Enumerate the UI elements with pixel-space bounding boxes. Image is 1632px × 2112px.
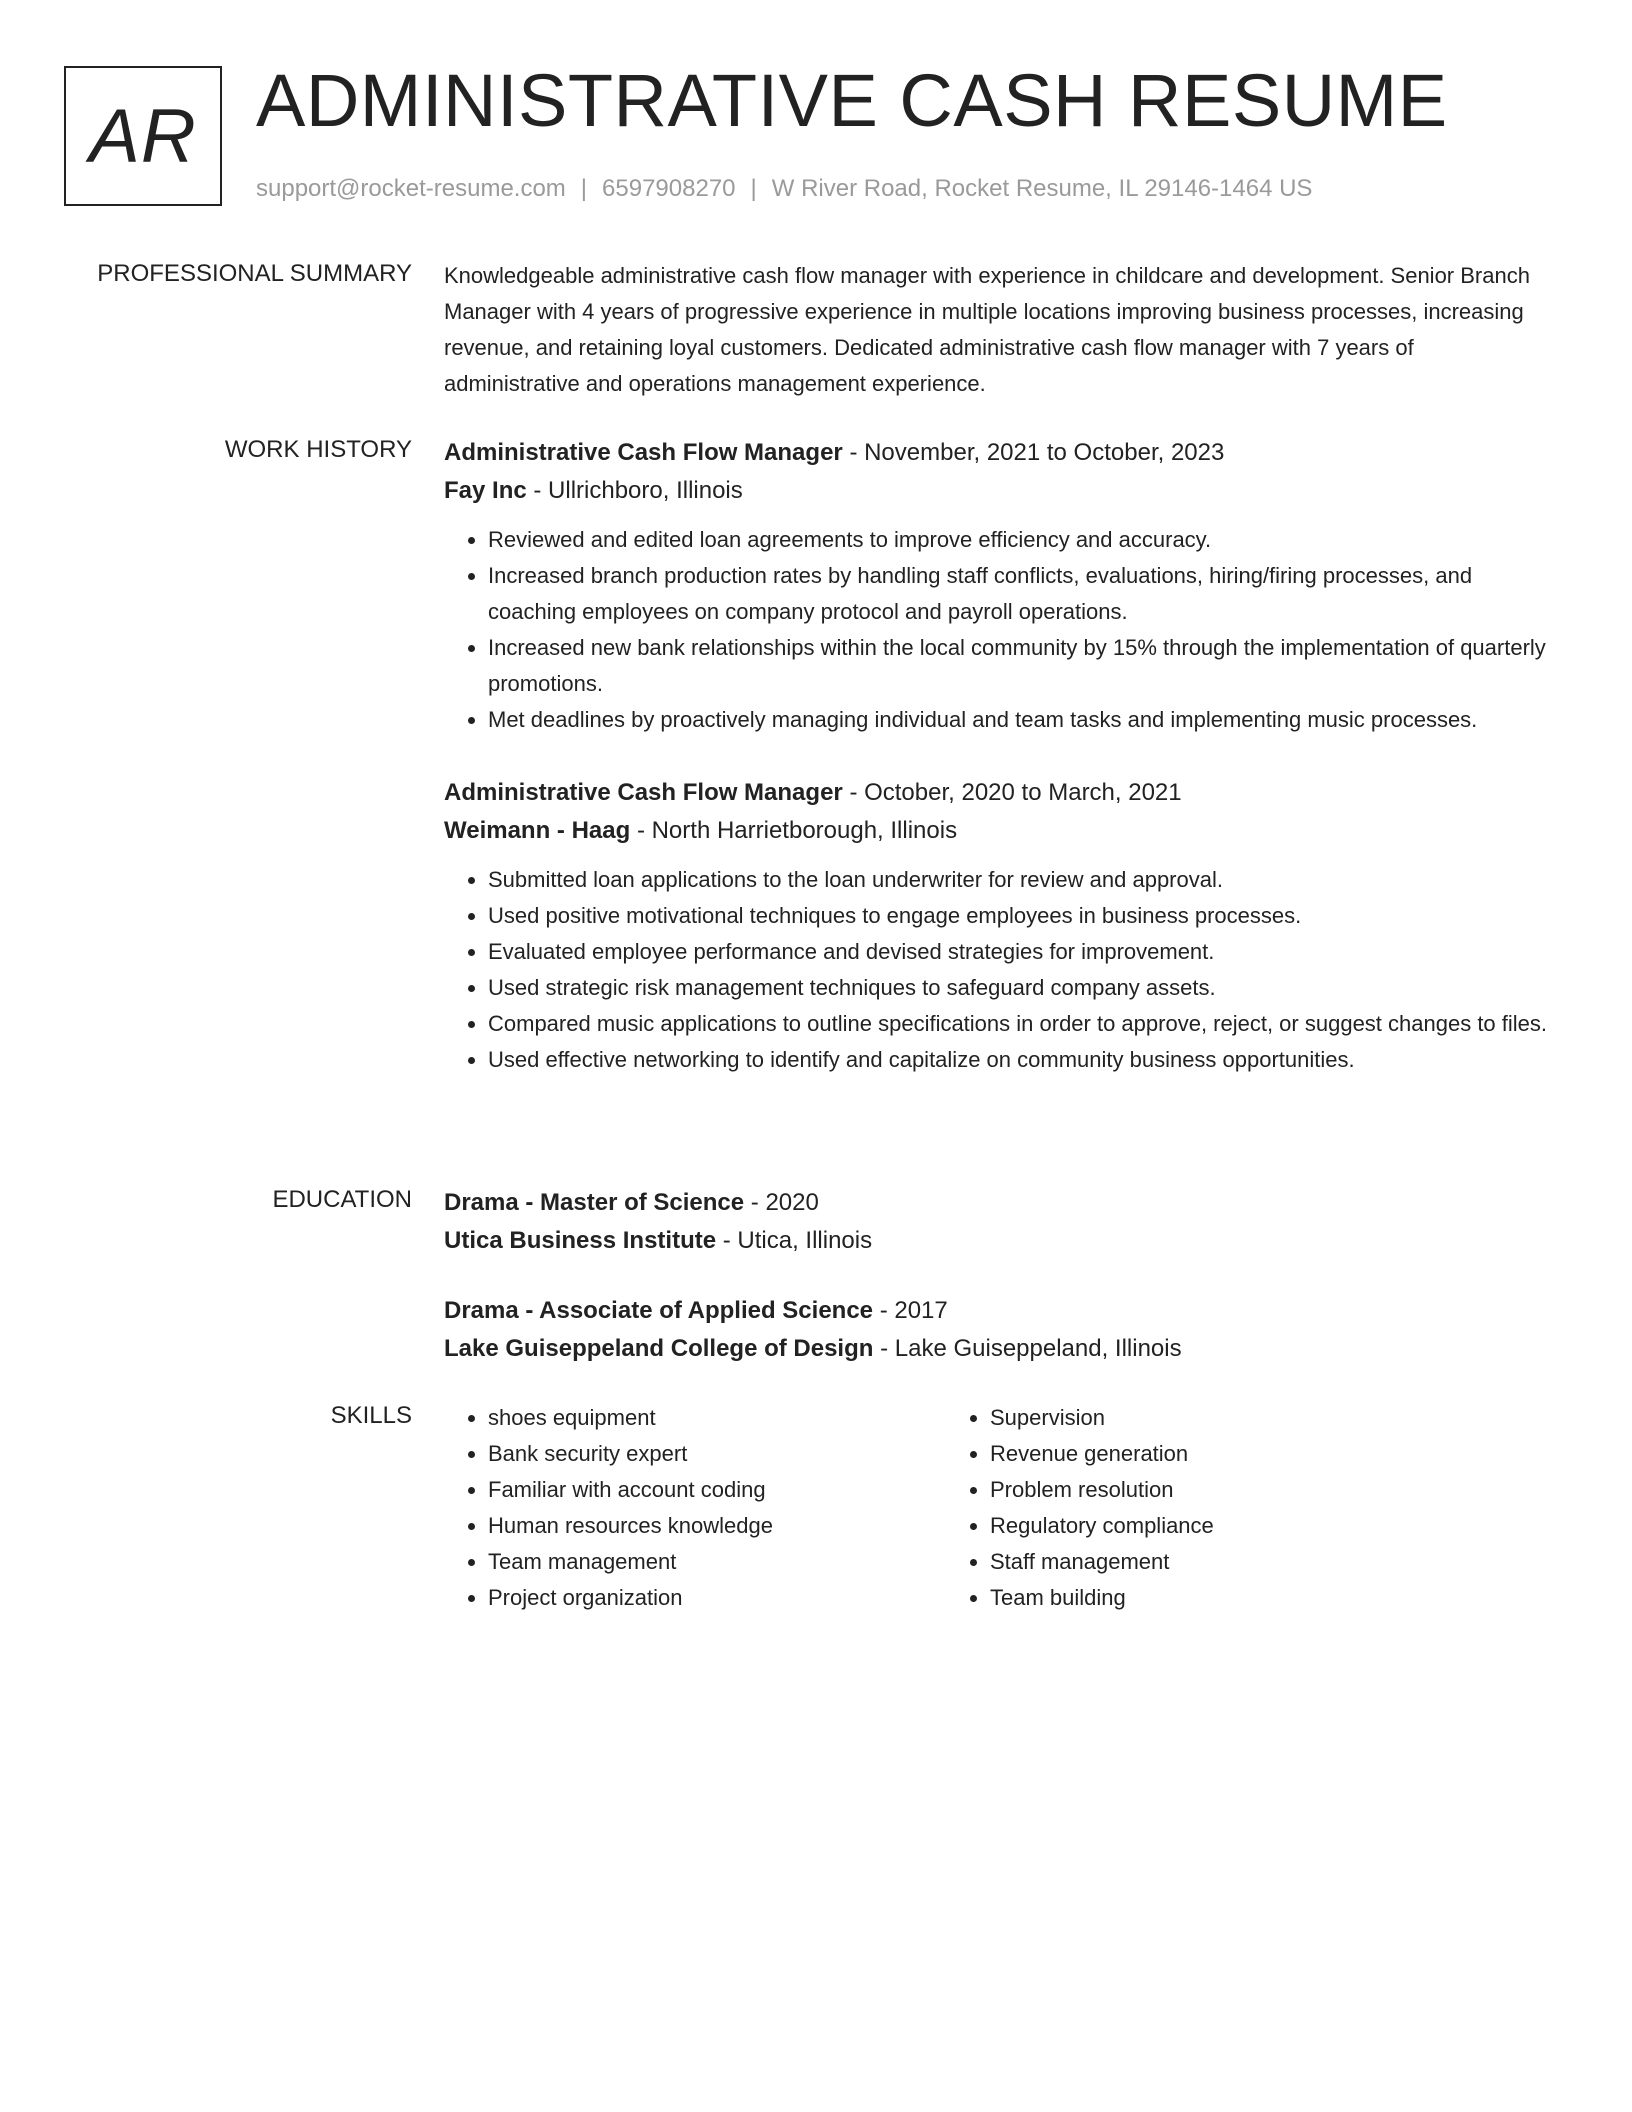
- school-line: [444, 1330, 1564, 1368]
- job-company-line: [444, 472, 1564, 510]
- skill-item: • Regulatory compliance: [990, 1508, 1448, 1544]
- work-history-body: [444, 434, 1564, 1078]
- skill-item: • Bank security expert: [488, 1436, 946, 1472]
- skill-item: • Staff management: [990, 1544, 1448, 1580]
- degree: Drama - Master of Science: [444, 1189, 745, 1216]
- skill-item: • Revenue generation: [990, 1436, 1448, 1472]
- job-dates: - November, 2021 to October, 2023: [849, 439, 1225, 466]
- job-bullets: [444, 522, 1564, 738]
- education-entry: [444, 1184, 1564, 1260]
- summary-heading: PROFESSIONAL SUMMARY: [97, 260, 412, 287]
- school-location: - Utica, Illinois: [722, 1227, 873, 1254]
- skills-body: [444, 1400, 1564, 1616]
- job-title: Administrative Cash Flow Manager: [444, 779, 843, 806]
- school: Lake Guiseppeland College of Design: [444, 1335, 874, 1362]
- contact-address: W River Road, Rocket Resume, IL 29146-1464 US: [771, 175, 1313, 202]
- contact-separator: |: [580, 175, 588, 202]
- degree: Drama - Associate of Applied Science: [444, 1297, 874, 1324]
- job-company: Weimann - Haag: [444, 817, 631, 844]
- job-entry: [444, 434, 1564, 738]
- skills-columns: [444, 1400, 1564, 1616]
- job-title: Administrative Cash Flow Manager: [444, 439, 843, 466]
- skill-item: • Team building: [990, 1580, 1448, 1616]
- list-item: • Met deadlines by proactively managing individual and team tasks and implementing music processes.: [488, 702, 1564, 738]
- skills-list-right: [946, 1400, 1448, 1616]
- list-item: • Compared music applications to outline specifications in order to approve, reject, or suggest changes to files.: [488, 1006, 1564, 1042]
- skill-item: • Human resources knowledge: [488, 1508, 946, 1544]
- job-company-line: [444, 812, 1564, 850]
- job-company: Fay Inc: [444, 477, 527, 504]
- education-heading: EDUCATION: [272, 1186, 412, 1213]
- monogram-box: [64, 66, 222, 206]
- degree-year: - 2020: [750, 1189, 819, 1216]
- skill-item: • Familiar with account coding: [488, 1472, 946, 1508]
- work-history-heading: WORK HISTORY: [224, 436, 412, 463]
- skill-item: • shoes equipment: [488, 1400, 946, 1436]
- school-location: - Lake Guiseppeland, Illinois: [880, 1335, 1182, 1362]
- job-title-line: [444, 434, 1564, 472]
- skill-item: • Team management: [488, 1544, 946, 1580]
- skills-heading: SKILLS: [330, 1402, 412, 1429]
- monogram-initials: AR: [89, 93, 197, 179]
- contact-separator: |: [750, 175, 757, 202]
- list-item: • Used positive motivational techniques to engage employees in business processes.: [488, 898, 1564, 934]
- list-item: • Submitted loan applications to the loan underwriter for review and approval.: [488, 862, 1564, 898]
- contact-phone: 6597908270: [602, 175, 736, 202]
- school-line: [444, 1222, 1564, 1260]
- job-bullets: [444, 862, 1564, 1078]
- skill-item: • Supervision: [990, 1400, 1448, 1436]
- education-body: [444, 1184, 1564, 1368]
- job-dates: - October, 2020 to March, 2021: [849, 779, 1182, 806]
- education-entry: [444, 1292, 1564, 1368]
- list-item: • Increased new bank relationships within the local community by 15% through the implementation of quarterly promotions.: [488, 630, 1564, 702]
- resume-title: ADMINISTRATIVE CASH RESUME: [256, 59, 1448, 142]
- contact-email: support@rocket-resume.com: [256, 175, 566, 202]
- skill-item: • Problem resolution: [990, 1472, 1448, 1508]
- list-item: • Evaluated employee performance and devised strategies for improvement.: [488, 934, 1564, 970]
- list-item: • Used effective networking to identify and capitalize on community business opportunities.: [488, 1042, 1564, 1078]
- summary-text: Knowledgeable administrative cash flow manager with experience in childcare and development. Senior Branch Manager with 4 years of progressive experience in multiple locations improving business processes, increasing revenue, and retaining loyal customers. Dedicated administrative cash flow manager with 7 years of administrative and operations management experience.: [444, 263, 1530, 396]
- job-title-line: [444, 774, 1564, 812]
- list-item: • Increased branch production rates by handling staff conflicts, evaluations, hiring/firing processes, and coaching employees on company protocol and payroll operations.: [488, 558, 1564, 630]
- degree-line: [444, 1292, 1564, 1330]
- skill-item: • Project organization: [488, 1580, 946, 1616]
- degree-line: [444, 1184, 1564, 1222]
- skills-list-left: [444, 1400, 946, 1616]
- job-location: - Ullrichboro, Illinois: [533, 477, 743, 504]
- job-location: - North Harrietborough, Illinois: [636, 817, 958, 844]
- contact-line: [256, 175, 1312, 203]
- degree-year: - 2017: [879, 1297, 948, 1324]
- list-item: • Reviewed and edited loan agreements to improve efficiency and accuracy.: [488, 522, 1564, 558]
- list-item: • Used strategic risk management techniques to safeguard company assets.: [488, 970, 1564, 1006]
- school: Utica Business Institute: [444, 1227, 717, 1254]
- job-entry: [444, 774, 1564, 1078]
- summary-body: [444, 258, 1564, 402]
